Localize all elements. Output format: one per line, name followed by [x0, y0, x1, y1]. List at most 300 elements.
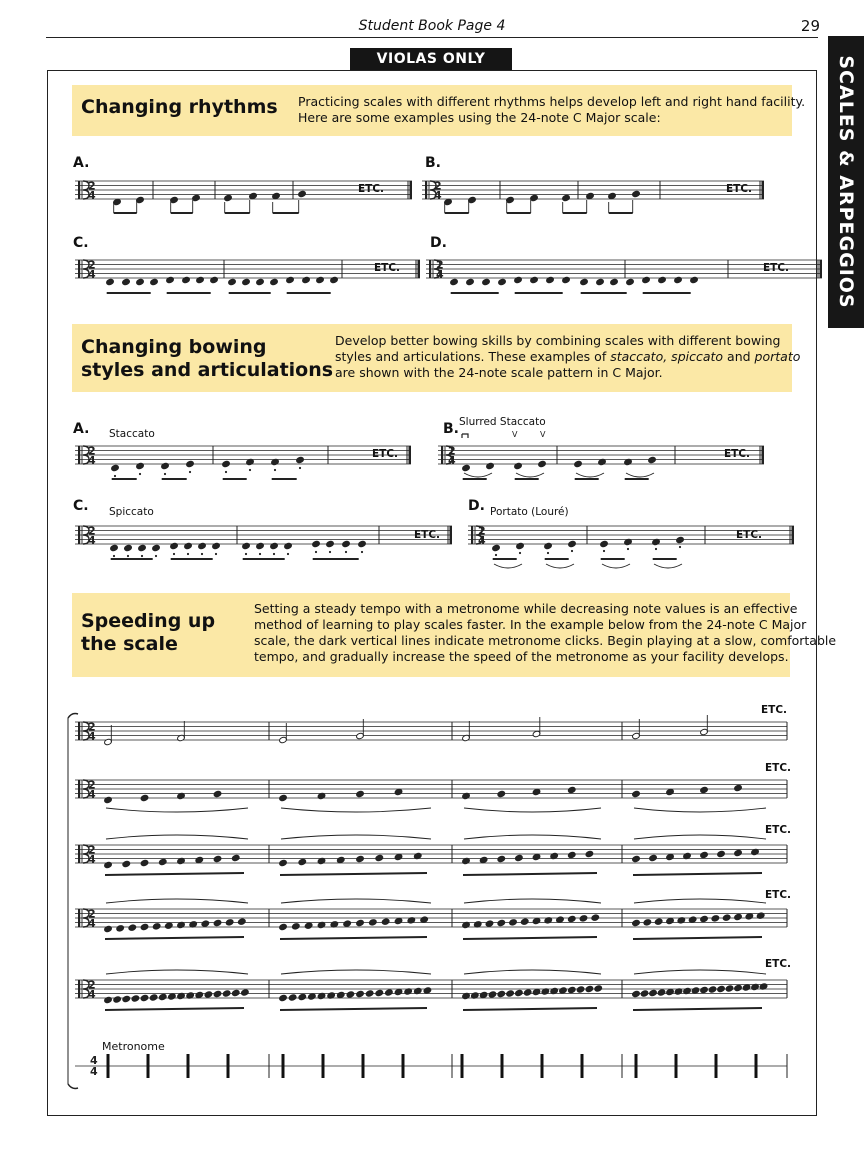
note-head — [241, 989, 250, 996]
note-head — [256, 542, 265, 549]
articulation-dot — [139, 473, 141, 475]
slur — [281, 970, 431, 974]
metronome-click — [362, 1054, 365, 1078]
note-head — [270, 542, 279, 549]
note-head — [466, 278, 475, 285]
alto-clef — [471, 526, 473, 544]
note-head — [170, 542, 179, 549]
note-head — [567, 915, 576, 922]
articulation-dot — [141, 555, 143, 557]
note-head — [711, 915, 720, 922]
bowing-example-d-label: D. — [468, 498, 485, 514]
note-head — [381, 918, 390, 925]
note-head — [186, 460, 195, 467]
note-head — [131, 995, 140, 1002]
time-signature: 2 — [88, 524, 96, 538]
system-bracket — [68, 1084, 78, 1089]
note-head — [161, 462, 170, 469]
note-head — [138, 544, 147, 551]
final-bar — [792, 526, 795, 544]
note-head — [485, 920, 494, 927]
etc-marking: ETC. — [726, 183, 753, 195]
note-head — [279, 794, 288, 801]
alto-clef — [441, 446, 443, 464]
note-head — [586, 192, 595, 199]
slur — [602, 564, 630, 568]
etc-marking: ETC. — [374, 262, 401, 274]
note-head — [272, 192, 281, 199]
note-head — [210, 276, 219, 283]
slur — [634, 835, 766, 839]
note-head — [632, 790, 641, 797]
beam — [105, 1008, 244, 1010]
articulation-dot — [127, 555, 129, 557]
note-head — [140, 923, 149, 930]
note-head — [342, 540, 351, 547]
note-head — [212, 542, 221, 549]
note-head — [658, 276, 667, 283]
note-head — [140, 859, 149, 866]
note-head — [110, 544, 119, 551]
note-head — [523, 989, 532, 996]
note-head — [228, 278, 237, 285]
slur — [464, 899, 601, 903]
etc-marking: ETC. — [372, 448, 399, 460]
note-head — [626, 278, 635, 285]
metronome-click — [107, 1054, 110, 1078]
articulation-dot — [287, 553, 289, 555]
note-head — [516, 542, 525, 549]
time-signature: 2 — [88, 179, 96, 193]
note-head — [506, 990, 515, 997]
articulation-dot — [249, 469, 251, 471]
time-signature: 4 — [436, 268, 444, 281]
time-signature: 2 — [88, 978, 96, 992]
articulation-dot — [329, 551, 331, 553]
time-signature: 2 — [88, 444, 96, 458]
note-head — [479, 856, 488, 863]
articulation-dot — [155, 555, 157, 557]
note-head — [270, 278, 279, 285]
note-head — [559, 987, 568, 994]
portato-marking: Portato (Louré) — [490, 506, 569, 518]
slur — [494, 564, 522, 568]
note-head — [279, 923, 288, 930]
time-signature: 4 — [90, 1054, 98, 1067]
time-signature: 4 — [90, 1065, 98, 1078]
slur — [281, 835, 431, 839]
note-head — [222, 460, 231, 467]
slur — [634, 899, 766, 903]
note-head — [296, 456, 305, 463]
note-head — [515, 989, 524, 996]
etc-marking: ETC. — [765, 958, 792, 970]
note-head — [326, 540, 335, 547]
speed-heading-line-1: Speeding up — [81, 610, 216, 632]
time-signature: 4 — [88, 730, 96, 743]
note-head — [122, 995, 131, 1002]
note-head — [242, 278, 251, 285]
metronome-click — [322, 1054, 325, 1078]
time-signature: 4 — [88, 268, 96, 281]
time-signature: 2 — [88, 258, 96, 272]
violas-only-banner: VIOLAS ONLY — [350, 48, 512, 70]
note-head — [113, 996, 122, 1003]
note-head — [585, 850, 594, 857]
note-head — [213, 990, 222, 997]
time-signature: 4 — [434, 189, 442, 202]
note-head — [532, 917, 541, 924]
metronome-click — [461, 1054, 464, 1078]
rhythm-example-a-label: A. — [73, 155, 90, 171]
time-signature: 2 — [88, 720, 96, 734]
slur — [106, 835, 248, 839]
note-head — [292, 923, 301, 930]
slur — [464, 808, 601, 812]
slur — [626, 473, 654, 477]
note-head — [343, 920, 352, 927]
note-head — [356, 990, 365, 997]
note-head — [596, 278, 605, 285]
note-head — [279, 859, 288, 866]
articulation-dot — [655, 548, 657, 550]
bowing-description-portato: portato — [754, 349, 801, 364]
time-signature: 4 — [478, 534, 486, 547]
articulation-dot — [603, 550, 605, 552]
note-head — [649, 854, 658, 861]
articulation-dot — [519, 552, 521, 554]
note-head — [497, 855, 506, 862]
note-head — [158, 993, 167, 1000]
note-head — [122, 860, 131, 867]
note-head — [231, 989, 240, 996]
note-head — [168, 993, 177, 1000]
note-head — [375, 854, 384, 861]
note-head — [600, 540, 609, 547]
articulation-dot — [201, 553, 203, 555]
final-bar — [418, 260, 421, 278]
note-head — [530, 276, 539, 283]
note-head — [346, 991, 355, 998]
note-head — [336, 991, 345, 998]
note-head — [717, 850, 726, 857]
note-head — [330, 276, 339, 283]
articulation-dot — [361, 551, 363, 553]
note-head — [423, 987, 432, 994]
note-head — [632, 190, 641, 197]
note-head — [128, 924, 137, 931]
note-head — [304, 922, 313, 929]
alto-clef — [78, 780, 80, 798]
note-head — [700, 851, 709, 858]
note-head — [562, 194, 571, 201]
speed-description-line-4: tempo, and gradually increase the speed of the metronome as your facility develops. — [254, 649, 789, 664]
note-head — [585, 985, 594, 992]
time-signature: 4 — [448, 454, 456, 467]
final-bar — [820, 260, 823, 278]
note-head — [497, 790, 506, 797]
metronome-click — [581, 1054, 584, 1078]
note-head — [734, 913, 743, 920]
etc-marking: ETC. — [358, 183, 385, 195]
note-head — [676, 536, 685, 543]
beam — [633, 1008, 762, 1010]
metronome-click — [402, 1054, 405, 1078]
note-head — [104, 925, 113, 932]
note-head — [394, 917, 403, 924]
note-head — [116, 925, 125, 932]
note-head — [140, 994, 149, 1001]
note-head — [538, 460, 547, 467]
articulation-dot — [189, 471, 191, 473]
bowing-description-conjunction: and — [723, 349, 755, 364]
slur — [576, 473, 604, 477]
note-head — [111, 464, 120, 471]
alto-clef — [78, 260, 80, 278]
beam — [463, 873, 597, 875]
note-head — [734, 784, 743, 791]
up-bow-mark: V — [540, 430, 546, 439]
note-head — [158, 858, 167, 865]
etc-marking: ETC. — [761, 704, 788, 716]
note-head — [149, 994, 158, 1001]
alto-clef — [429, 260, 431, 278]
articulation-dot — [315, 551, 317, 553]
note-head — [375, 989, 384, 996]
slur — [464, 473, 492, 477]
note-head — [700, 786, 709, 793]
note-head — [691, 987, 700, 994]
note-head — [298, 190, 307, 197]
note-head — [734, 984, 743, 991]
note-head — [488, 991, 497, 998]
note-head — [498, 278, 507, 285]
metronome-click — [501, 1054, 504, 1078]
note-head — [666, 917, 675, 924]
metronome-click — [147, 1054, 150, 1078]
note-head — [725, 985, 734, 992]
note-head — [642, 276, 651, 283]
note-head — [204, 991, 213, 998]
etc-marking: ETC. — [765, 762, 792, 774]
articulation-dot — [679, 546, 681, 548]
note-head — [136, 278, 145, 285]
note-head — [567, 851, 576, 858]
bowing-description-line-1: Develop better bowing skills by combining scales with different bowing — [335, 333, 781, 348]
note-head — [249, 192, 258, 199]
note-head — [482, 278, 491, 285]
book-page-reference: Student Book Page 4 — [358, 18, 506, 34]
articulation-dot — [164, 473, 166, 475]
note-head — [356, 919, 365, 926]
note-head — [608, 192, 617, 199]
note-head — [196, 276, 205, 283]
note-head — [700, 986, 709, 993]
note-head — [666, 853, 675, 860]
note-head — [532, 853, 541, 860]
note-head — [242, 542, 251, 549]
note-head — [520, 918, 529, 925]
etc-marking: ETC. — [414, 529, 441, 541]
metronome-click — [755, 1054, 758, 1078]
note-head — [122, 278, 131, 285]
slur — [516, 473, 544, 477]
note-head — [225, 919, 234, 926]
note-head — [649, 989, 658, 996]
note-head — [591, 914, 600, 921]
note-head — [509, 919, 518, 926]
note-head — [690, 276, 699, 283]
alto-clef — [78, 446, 80, 464]
articulation-dot — [571, 550, 573, 552]
note-head — [104, 996, 113, 1003]
bowing-heading-line-2: styles and articulations — [81, 359, 334, 381]
speed-description-line-3: scale, the dark vertical lines indicate metronome clicks. Begin playing at a slow, comfortable — [254, 633, 837, 648]
note-head — [182, 276, 191, 283]
note-head — [576, 986, 585, 993]
time-signature: 4 — [88, 988, 96, 1001]
alto-clef — [78, 722, 80, 740]
note-head — [674, 276, 683, 283]
note-head — [152, 544, 161, 551]
note-head — [579, 915, 588, 922]
note-head — [532, 988, 541, 995]
note-head — [479, 991, 488, 998]
note-head — [515, 854, 524, 861]
etc-marking: ETC. — [763, 262, 790, 274]
slur — [634, 970, 766, 974]
bowing-example-a-label: A. — [73, 421, 90, 437]
note-head — [497, 990, 506, 997]
final-bar — [762, 181, 765, 199]
note-head — [567, 986, 576, 993]
note-head — [700, 915, 709, 922]
note-head — [238, 918, 247, 925]
metronome-click — [187, 1054, 190, 1078]
note-head — [284, 542, 293, 549]
note-head — [632, 990, 641, 997]
rhythm-example-b-label: B. — [425, 155, 441, 171]
beam — [280, 1008, 427, 1010]
speed-description-line-1: Setting a steady tempo with a metronome while decreasing note values is an effective — [254, 601, 798, 616]
etc-marking: ETC. — [765, 824, 792, 836]
articulation-dot — [114, 475, 116, 477]
etc-marking: ETC. — [736, 529, 763, 541]
note-head — [562, 276, 571, 283]
side-tab-label: SCALES & ARPEGGIOS — [835, 55, 857, 309]
note-head — [222, 990, 231, 997]
metronome-click — [227, 1054, 230, 1078]
final-bar — [762, 446, 765, 464]
note-head — [394, 788, 403, 795]
note-head — [195, 991, 204, 998]
note-head — [312, 540, 321, 547]
slur — [106, 808, 248, 812]
bowing-description-terms: staccato, spiccato — [610, 349, 724, 364]
note-head — [104, 796, 113, 803]
bowing-example-c-label: C. — [73, 498, 89, 514]
note-head — [385, 989, 394, 996]
note-head — [256, 278, 265, 285]
note-head — [288, 994, 297, 1001]
alto-clef — [425, 181, 427, 199]
bowing-description-line-3: are shown with the 24-note scale pattern in C Major. — [335, 365, 663, 380]
alto-clef — [78, 845, 80, 863]
note-head — [140, 794, 149, 801]
slur — [546, 564, 574, 568]
articulation-dot — [345, 551, 347, 553]
note-head — [104, 861, 113, 868]
note-head — [213, 790, 222, 797]
note-head — [279, 994, 288, 1001]
note-head — [394, 988, 403, 995]
speed-description-line-2: method of learning to play scales faster. In the example below from the 24-note C Major — [254, 617, 807, 632]
note-head — [124, 544, 133, 551]
time-signature: 4 — [88, 788, 96, 801]
articulation-dot — [273, 553, 275, 555]
time-signature: 4 — [88, 853, 96, 866]
beam — [105, 873, 244, 875]
up-bow-mark: V — [512, 430, 518, 439]
articulation-dot — [547, 552, 549, 554]
note-head — [462, 464, 471, 471]
note-head — [336, 856, 345, 863]
metronome-click — [635, 1054, 638, 1078]
time-signature: 2 — [88, 907, 96, 921]
note-head — [184, 542, 193, 549]
time-signature: 2 — [88, 778, 96, 792]
etc-marking: ETC. — [765, 889, 792, 901]
time-signature: 2 — [434, 179, 442, 193]
note-head — [666, 788, 675, 795]
note-head — [567, 786, 576, 793]
alto-clef — [78, 909, 80, 927]
note-head — [514, 276, 523, 283]
articulation-dot — [187, 553, 189, 555]
beam — [280, 937, 427, 939]
staccato-marking: Staccato — [109, 428, 155, 440]
note-head — [632, 919, 641, 926]
articulation-dot — [259, 553, 261, 555]
note-head — [717, 985, 726, 992]
note-head — [580, 278, 589, 285]
note-head — [640, 990, 649, 997]
note-head — [298, 993, 307, 1000]
metronome-label: Metronome — [102, 1040, 165, 1053]
note-head — [165, 922, 174, 929]
etc-marking: ETC. — [724, 448, 751, 460]
rhythms-description-line-1: Practicing scales with different rhythms helps develop left and right hand facility. — [298, 94, 806, 109]
note-head — [298, 858, 307, 865]
note-head — [316, 276, 325, 283]
note-head — [150, 278, 159, 285]
note-head — [643, 919, 652, 926]
metronome-click — [282, 1054, 285, 1078]
note-head — [708, 986, 717, 993]
note-head — [195, 856, 204, 863]
note-head — [166, 276, 175, 283]
bowing-example-b-label: B. — [443, 421, 459, 437]
note-head — [450, 278, 459, 285]
time-signature: 2 — [436, 258, 444, 272]
slur — [106, 970, 248, 974]
time-signature: 4 — [88, 454, 96, 467]
note-head — [302, 276, 311, 283]
time-signature: 2 — [88, 843, 96, 857]
note-head — [358, 540, 367, 547]
note-head — [666, 988, 675, 995]
spiccato-marking: Spiccato — [109, 506, 154, 518]
